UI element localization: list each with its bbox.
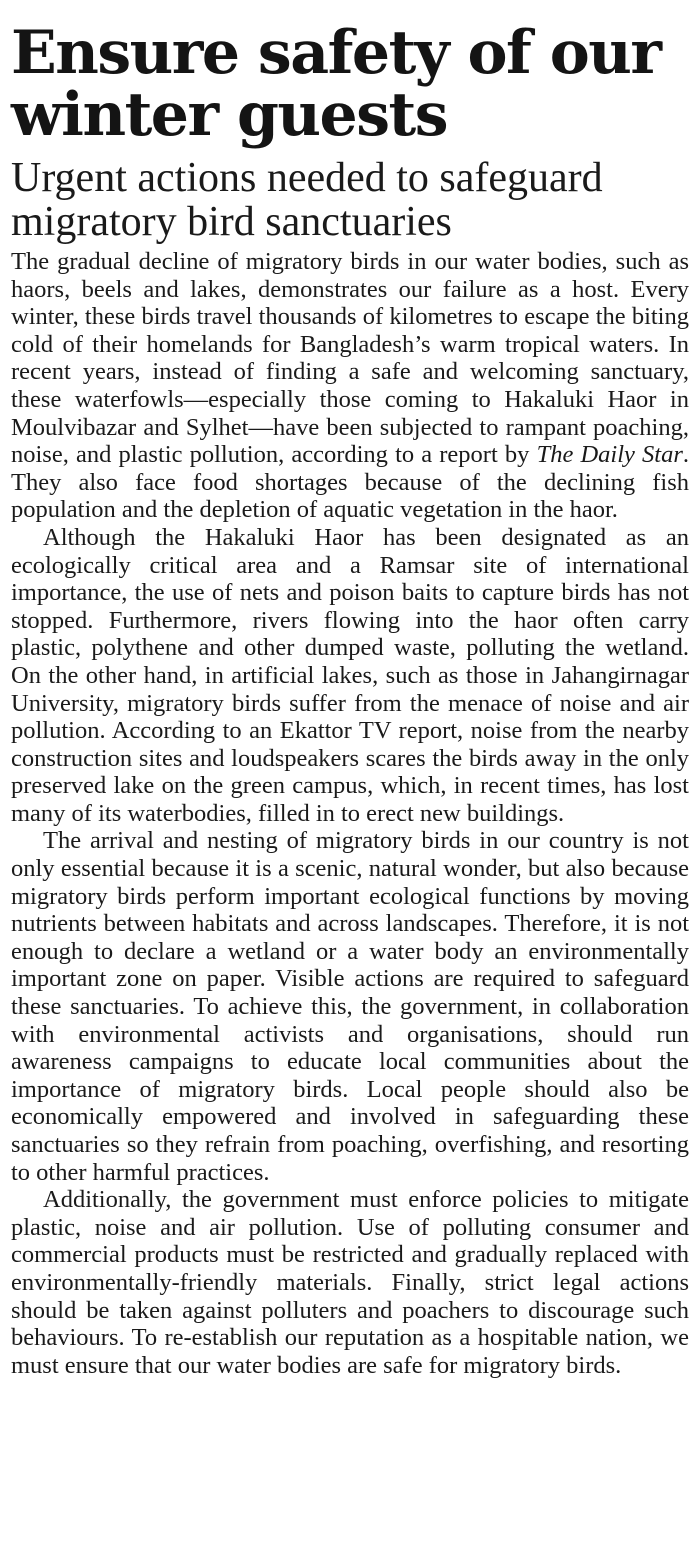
article-body [11,248,689,1379]
paragraph-1-text-before-source: The gradual decline of migratory birds in our water bodies, such as haors, beels and lakes, demonstrates our failure as a host. Every winter, these birds travel thousands of kilometres to escape the biting cold of their homelands for Bangladesh’s warm tropical waters. In recent years, instead of finding a safe and welcoming sanctuary, these waterfowls—especially those coming to Hakaluki Haor in Moulvibazar and Sylhet—have been subjected to rampant poaching, noise, and plastic pollution, according to a report by [11,248,689,469]
source-publication-name: The Daily Star [536,441,683,469]
paragraph-2: Although the Hakaluki Haor has been designated as an ecologically critical area and a Ramsar site of international importance, the use of nets and poison baits to capture birds has not stopped. Furthermore, rivers flowing into the haor often carry plastic, polythene and other dumped waste, polluting the wetland. On the other hand, in artificial lakes, such as those in Jahangirnagar University, migratory birds suffer from the menace of noise and air pollution. According to an Ekattor TV report, noise from the nearby construction sites and loudspeakers scares the birds away in the only preserved lake on the green campus, which, in recent times, has lost many of its waterbodies, filled in to erect new buildings. [11,523,689,827]
paragraph-4: Additionally, the government must enforce policies to mitigate plastic, noise and air pollution. Use of polluting consumer and commercial products must be restricted and gradually replaced with environmentally-friendly materials. Finally, strict legal actions should be taken against polluters and poachers to discourage such behaviours. To re-establish our reputation as a hospitable nation, we must ensure that our water bodies are safe for migratory birds. [11,1186,689,1379]
paragraph-3: The arrival and nesting of migratory birds in our country is not only essential because it is a scenic, natural wonder, but also because migratory birds perform important ecological functions by moving nutrients between habitats and across landscapes. Therefore, it is not enough to declare a wetland or a water body an environmentally important zone on paper. Visible actions are required to safeguard these sanctuaries. To achieve this, the government, in collaboration with environmental activists and organisations, should run awareness campaigns to educate local communities about the importance of migratory birds. Local people should also be economically empowered and involved in safeguarding these sanctuaries so they refrain from poaching, overfishing, and resorting to other harmful practices. [11,827,689,1186]
subheadline: Urgent actions needed to safeguard migratory bird sanctuaries [11,155,603,245]
paragraph-1-text-after-source: . They also face food shortages because of the declining fish population and the depletion of aquatic vegetation in the haor. [11,441,689,524]
headline: Ensure safety of our winter guests [11,18,661,150]
paragraph-1 [11,248,689,524]
